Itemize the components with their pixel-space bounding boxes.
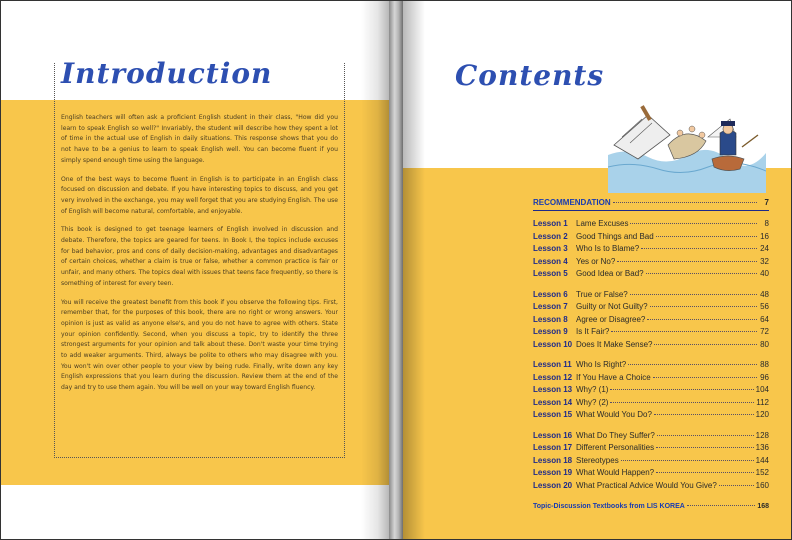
toc-lesson-row[interactable] (533, 314, 769, 326)
toc-lesson-number: Lesson 15 (533, 410, 573, 420)
toc-leader-dots (646, 273, 757, 274)
toc-lesson-title: Stereotypes (576, 455, 619, 465)
toc-lesson-row[interactable] (533, 256, 769, 268)
toc-lesson-row[interactable] (533, 430, 769, 442)
toc-recommendation-label: RECOMMENDATION (533, 198, 611, 207)
toc-lesson-number: Lesson 10 (533, 339, 573, 349)
toc-lesson-title: True or False? (576, 289, 628, 299)
right-dotted-border (344, 63, 345, 458)
toc-leader-dots (687, 505, 756, 506)
toc-lesson-number: Lesson 2 (533, 231, 568, 241)
toc-page-number: 160 (755, 480, 769, 490)
toc-lesson-number: Lesson 14 (533, 397, 573, 407)
toc-leader-dots (654, 414, 754, 415)
introduction-body (61, 113, 338, 402)
toc-lesson-title: Is It Fair? (576, 327, 610, 337)
toc-page-number: 64 (760, 314, 769, 324)
toc-page-number: 32 (760, 256, 769, 266)
toc-leader-dots (719, 485, 754, 486)
toc-lesson-row[interactable] (533, 372, 769, 384)
toc-page-number: 72 (760, 327, 769, 337)
introduction-title: Introduction (61, 57, 273, 90)
toc-page-number: 112 (756, 397, 769, 407)
toc-lesson-title: Lame Excuses (576, 219, 629, 229)
toc-lesson-title: Yes or No? (576, 256, 616, 266)
toc-lesson-row[interactable] (533, 243, 769, 255)
right-page (403, 1, 791, 539)
toc-page-number: 136 (755, 443, 769, 453)
toc-leader-dots (656, 447, 754, 448)
toc-lesson-title: Does It Make Sense? (576, 339, 653, 349)
toc-footer[interactable] (533, 501, 769, 513)
toc-leader-dots (656, 472, 754, 473)
toc-lesson-number: Lesson 8 (533, 314, 568, 324)
intro-paragraph-1: English teachers will often ask a proficient English student in their class, "How did you learn to speak English so well?" Invariably, the student will describe how they spent a lot of time in the actual use of English in daily situations. This response shows that you do not have to be a genius to learn to speak English well. You can become fluent if you simply spend enough time using the language. (61, 114, 338, 164)
toc-leader-dots (657, 435, 754, 436)
toc-lesson-title: What Do They Suffer? (576, 431, 655, 441)
toc-lesson-row[interactable] (533, 409, 769, 421)
toc-page-number: 24 (760, 244, 769, 254)
toc-lesson-row[interactable] (533, 301, 769, 313)
toc-page-number: 7 (764, 198, 769, 207)
toc-lesson-number: Lesson 12 (533, 372, 573, 382)
toc-divider (533, 210, 769, 211)
toc-lesson-row[interactable] (533, 467, 769, 479)
toc-lesson-title: Agree or Disagree? (576, 314, 646, 324)
toc-lesson-row[interactable] (533, 359, 769, 371)
toc-lesson-title: Why? (1) (576, 385, 609, 395)
left-spine-shadow (361, 1, 389, 539)
toc-lesson-title: Guilty or Not Guilty? (576, 302, 648, 312)
toc-lesson-title: What Practical Advice Would You Give? (576, 480, 717, 490)
toc-lesson-row[interactable] (533, 231, 769, 243)
toc-page-number: 16 (760, 231, 769, 241)
toc-page-number: 104 (755, 385, 769, 395)
intro-paragraph-4: You will receive the greatest benefit from this book if you observe the following tips. First, remember that, for the purposes of this book, there are no right or wrong answers. Your opinion is just as valid as anyone else's, and you do not have to agree with others. State your opinion confidently. Second, when you discuss a topic, try to identify the three strongest arguments for your opinion and talk about these. Don't waste your time trying to add weaker arguments. Third, always be polite to others who may disagree with you. You won't win over other people to your view by being rude. Finally, write down any key English expressions that you learn during the discussion. Review them at the end of the day and try to use them again. You will be well on your way toward English fluency. (61, 298, 338, 392)
toc-lesson-title: If You Have a Choice (576, 372, 651, 382)
intro-paragraph-3: This book is designed to get teenage learners of English involved in discussion and debate. Therefore, the topics are geared for teens. In Book I, the topics include excuses for bad behavior, pros and cons of daily decision-making, advantages and disadvantages of certain choices, whether a claim is true or false, whether a common practice is fair or unfair, and many others. The topics deal with issues that teens face frequently, so there is something of interest for every teen. (61, 226, 338, 287)
toc-lesson-number: Lesson 6 (533, 289, 568, 299)
toc-lesson-number: Lesson 9 (533, 327, 568, 337)
toc-lesson-number: Lesson 4 (533, 256, 568, 266)
toc-lesson-number: Lesson 16 (533, 431, 573, 441)
toc-group-1 (533, 218, 769, 280)
toc-lesson-title: Good Idea or Bad? (576, 268, 644, 278)
toc-page-number: 56 (760, 302, 769, 312)
toc-leader-dots (653, 377, 757, 378)
toc-recommendation[interactable] (533, 197, 769, 209)
toc-group-3 (533, 359, 769, 421)
toc-page-number: 96 (760, 372, 769, 382)
toc-lesson-number: Lesson 20 (533, 480, 573, 490)
toc-group-4 (533, 430, 769, 492)
toc-page-number: 48 (760, 289, 769, 299)
toc-leader-dots (630, 223, 757, 224)
toc-lesson-title: Why? (2) (576, 397, 609, 407)
toc-lesson-number: Lesson 17 (533, 443, 573, 453)
toc-lesson-row[interactable] (533, 384, 769, 396)
toc-lesson-number: Lesson 11 (533, 360, 572, 370)
toc-leader-dots (647, 319, 757, 320)
toc-page-number: 88 (760, 360, 769, 370)
intro-paragraph-2: One of the best ways to become fluent in English is to participate in an English class focused on discussion and debate. If you have interesting topics to discuss, and you get very involved in the exchange, you may well forget that you are studying English. The use of English will become natural, comfortable, and enjoyable. (61, 175, 338, 215)
toc-lesson-number: Lesson 7 (533, 302, 568, 312)
toc-leader-dots (611, 331, 757, 332)
toc-lesson-row[interactable] (533, 442, 769, 454)
left-dotted-border (54, 63, 55, 458)
toc-lesson-title: What Would Happen? (576, 468, 655, 478)
toc-lesson-number: Lesson 1 (533, 219, 568, 229)
book-gutter (389, 1, 403, 539)
toc-leader-dots (630, 294, 757, 295)
toc-page-number: 168 (757, 502, 769, 510)
toc-lesson-title: Who Is to Blame? (576, 244, 640, 254)
toc-leader-dots (610, 389, 753, 390)
toc-lesson-title: What Would You Do? (576, 410, 652, 420)
toc-page-number: 8 (764, 219, 769, 229)
toc-page-number: 152 (755, 468, 769, 478)
toc-leader-dots (621, 460, 754, 461)
toc-lesson-number: Lesson 18 (533, 455, 573, 465)
toc-leader-dots (617, 261, 757, 262)
toc-lesson-row[interactable] (533, 268, 769, 280)
toc-leader-dots (654, 344, 757, 345)
table-of-contents (533, 197, 769, 513)
toc-group-2 (533, 289, 769, 351)
toc-lesson-row[interactable] (533, 289, 769, 301)
toc-lesson-row[interactable] (533, 397, 769, 409)
toc-lesson-row[interactable] (533, 455, 769, 467)
toc-lesson-row[interactable] (533, 326, 769, 338)
toc-lesson-row[interactable] (533, 480, 769, 492)
toc-lesson-row[interactable] (533, 339, 769, 351)
toc-leader-dots (650, 306, 757, 307)
shipwreck-illustration (608, 97, 766, 193)
toc-footer-label: Topic-Discussion Textbooks from LIS KOREA (533, 502, 685, 510)
toc-leader-dots (613, 202, 757, 203)
toc-leader-dots (610, 402, 754, 403)
toc-leader-dots (628, 364, 757, 365)
toc-lesson-number: Lesson 3 (533, 244, 568, 254)
toc-lesson-title: Good Things and Bad (576, 231, 654, 241)
left-page (1, 1, 389, 539)
toc-leader-dots (641, 248, 757, 249)
toc-page-number: 144 (755, 455, 769, 465)
toc-lesson-title: Who Is Right? (576, 360, 627, 370)
toc-page-number: 40 (760, 268, 769, 278)
toc-lesson-title: Different Personalities (576, 443, 655, 453)
toc-page-number: 120 (755, 410, 769, 420)
toc-page-number: 80 (760, 339, 769, 349)
toc-leader-dots (656, 236, 757, 237)
right-spine-shadow (403, 1, 425, 539)
contents-title: Contents (455, 59, 605, 92)
toc-lesson-number: Lesson 13 (533, 385, 573, 395)
toc-lesson-number: Lesson 19 (533, 468, 573, 478)
bottom-dotted-border (54, 457, 345, 458)
toc-page-number: 128 (755, 431, 769, 441)
toc-lesson-number: Lesson 5 (533, 268, 568, 278)
toc-lesson-row[interactable] (533, 218, 769, 230)
